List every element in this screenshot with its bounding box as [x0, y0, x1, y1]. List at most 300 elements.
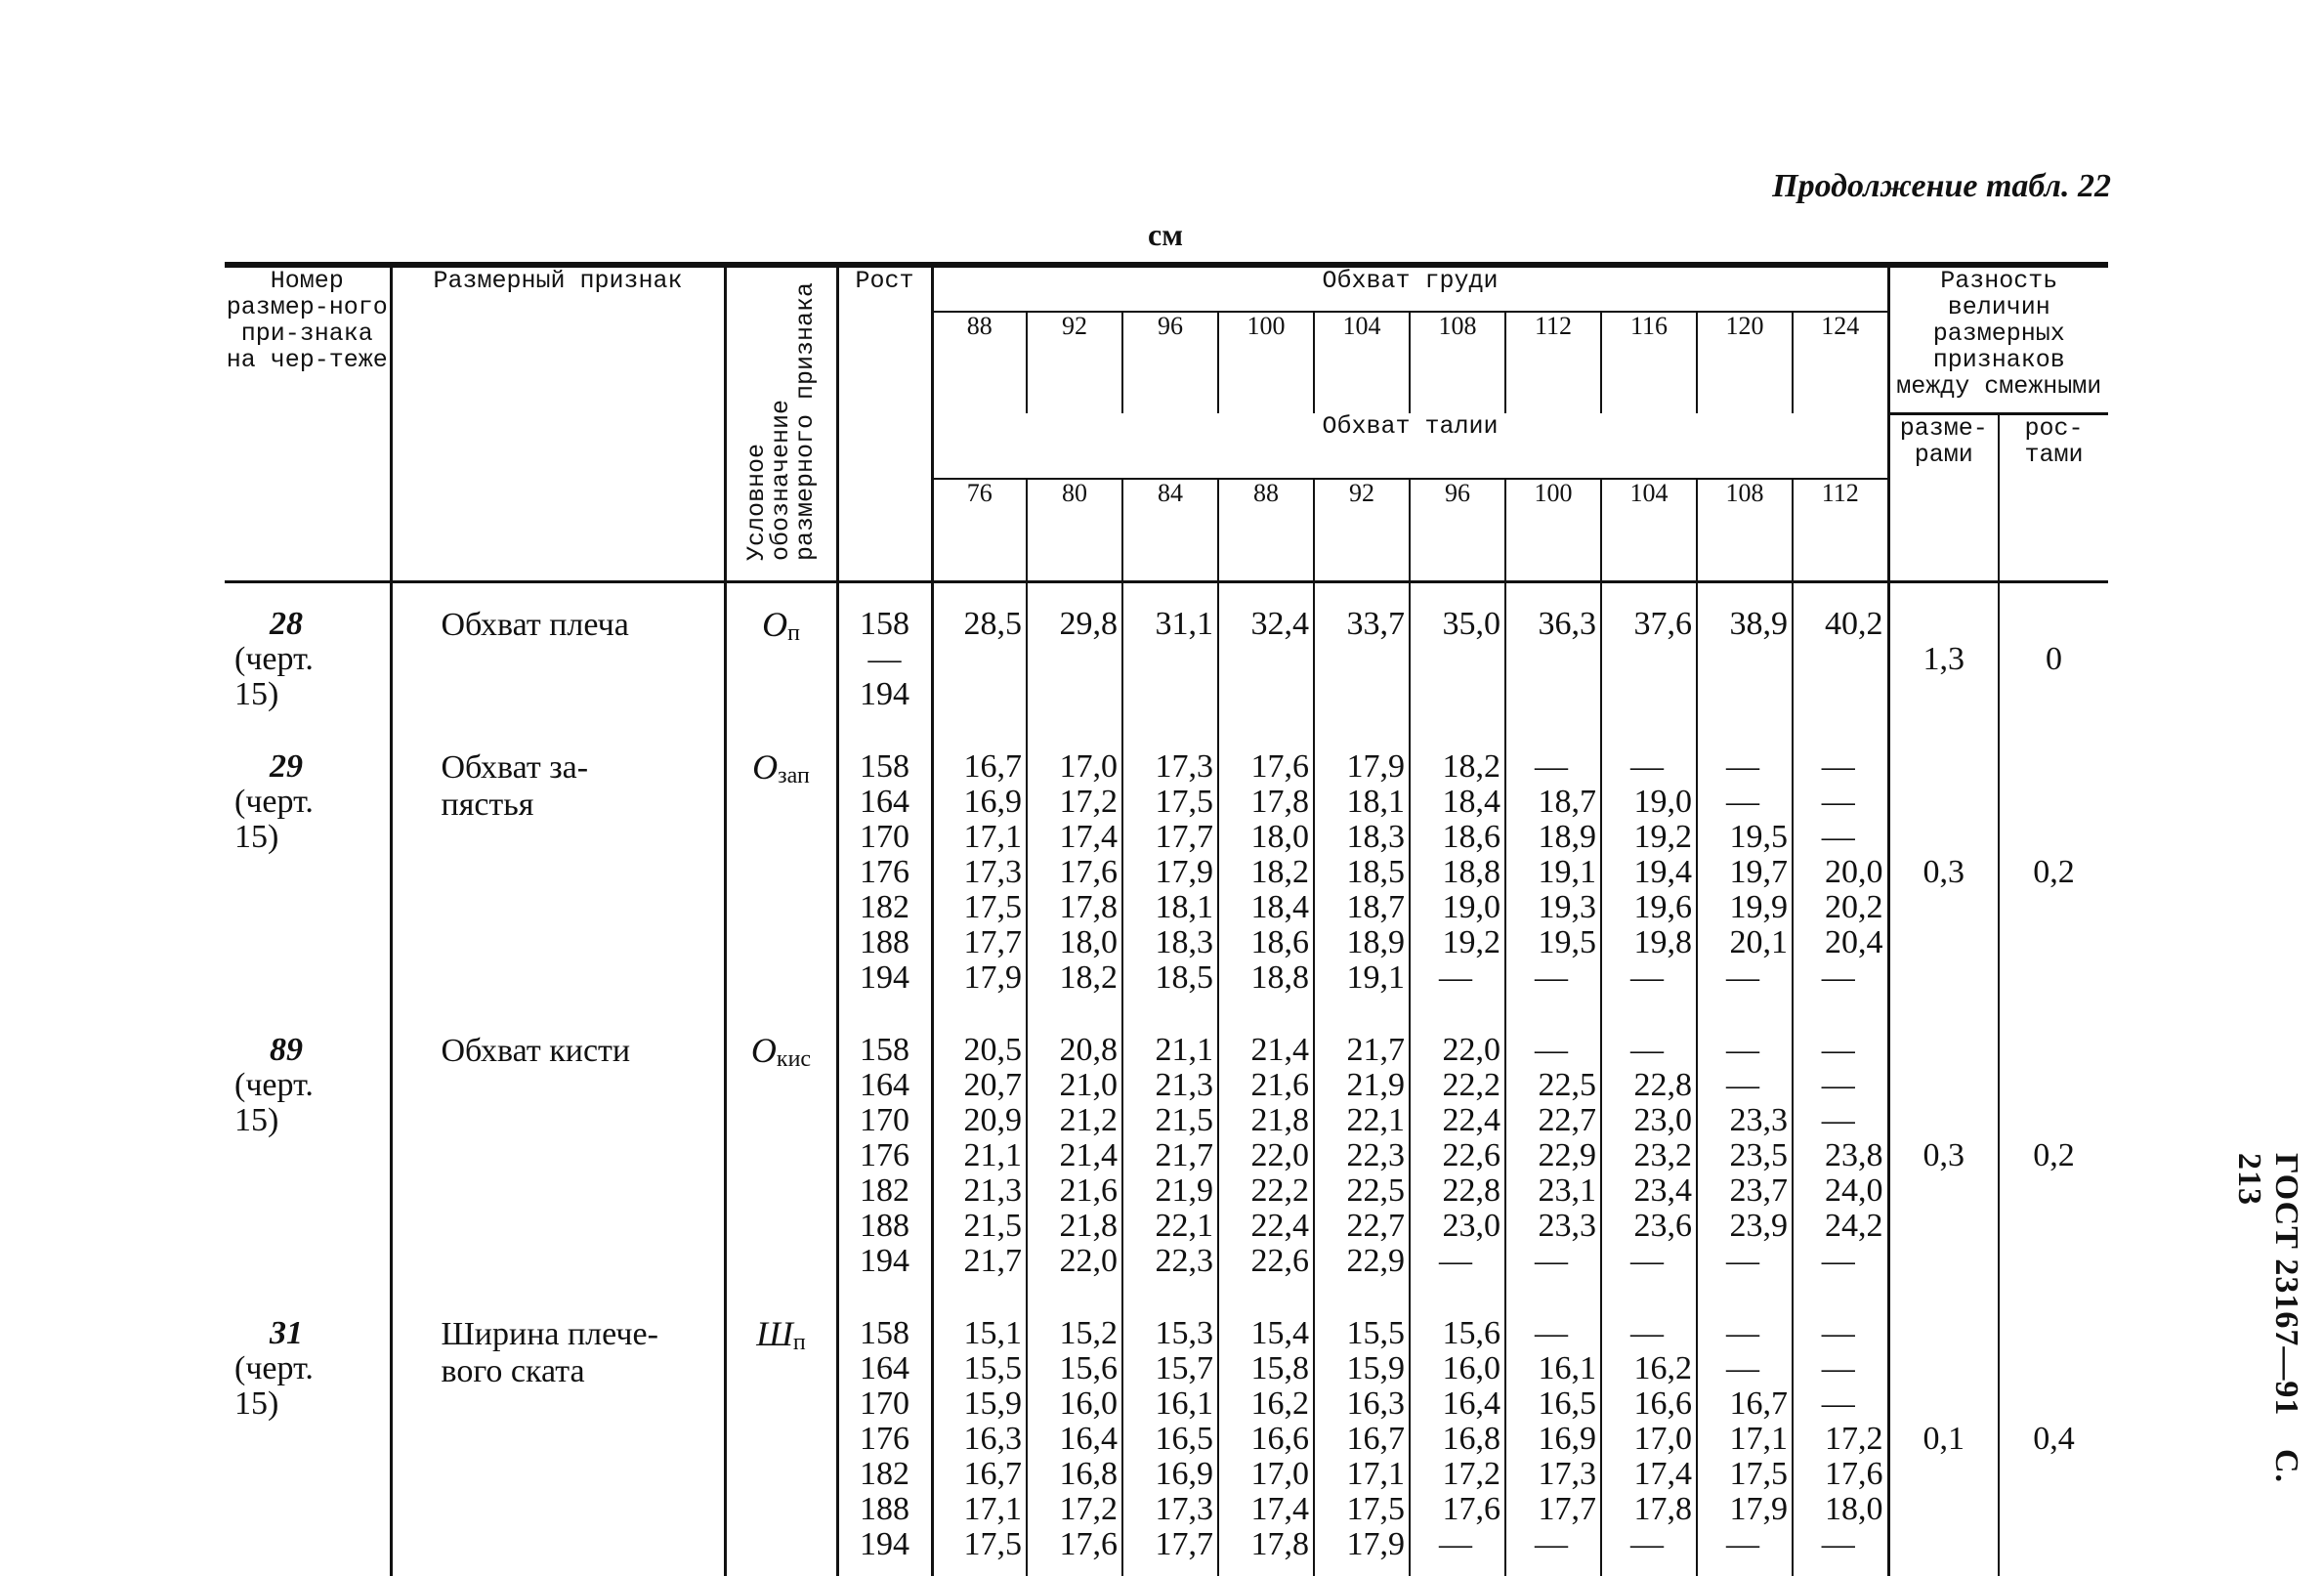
header-feature: Размерный признак: [391, 265, 725, 580]
value-column: [1218, 726, 1314, 1009]
measurement-value: 17,1: [963, 1491, 1022, 1527]
measurement-value: 19,0: [1442, 889, 1500, 925]
chest-header-120: 120: [1697, 312, 1793, 413]
value-column: [932, 1293, 1027, 1576]
value-column: [1027, 726, 1122, 1009]
measurement-value: 22,6: [1442, 1137, 1500, 1173]
measurement-value: 22,1: [1346, 1102, 1405, 1138]
measurement-value: —: [1726, 959, 1759, 996]
feature-name-text: Ширина плече-вого ската: [441, 1316, 658, 1389]
measurement-value: 19,0: [1633, 784, 1692, 820]
measurement-value: 17,9: [963, 959, 1022, 996]
measurement-value: 18,5: [1346, 854, 1405, 890]
measurement-value: 17,7: [1155, 819, 1213, 855]
value-column: [1122, 726, 1218, 1009]
page-number: С. 213: [2231, 1153, 2304, 1483]
measurement-value: 23,0: [1442, 1208, 1500, 1244]
measurement-value: 21,5: [1155, 1102, 1213, 1138]
measurement-value: 21,4: [1059, 1137, 1118, 1173]
measurement-value: 16,0: [1059, 1385, 1118, 1422]
measurement-value: 18,9: [1538, 819, 1596, 855]
measurement-value: 17,3: [1155, 1491, 1213, 1527]
measurement-value: —: [1630, 1243, 1664, 1279]
value-column: [1505, 1293, 1601, 1576]
measurement-value: 23,4: [1633, 1172, 1692, 1209]
measurement-value: 15,5: [963, 1350, 1022, 1386]
measurement-value: 17,5: [1346, 1491, 1405, 1527]
diff-between-heights: [1999, 726, 2108, 1009]
measurement-value: —: [1630, 1526, 1664, 1562]
waist-header-92: 92: [1314, 479, 1410, 580]
feature-symbol: [725, 726, 837, 1009]
measurement-value: 17,7: [963, 924, 1022, 960]
header-chest-label: Обхват груди: [932, 265, 1888, 312]
chest-header-116: 116: [1601, 312, 1697, 413]
feature-symbol: [725, 1009, 837, 1293]
measurement-value: 21,4: [1250, 1032, 1309, 1068]
measurement-value: 22,2: [1442, 1067, 1500, 1103]
measurement-value: 22,5: [1346, 1172, 1405, 1209]
measurement-value: 20,4: [1825, 924, 1883, 960]
measurement-value: 19,5: [1538, 924, 1596, 960]
measurement-value: 21,8: [1250, 1102, 1309, 1138]
feature-symbol: [725, 582, 837, 727]
drawing-reference: (черт. 15): [234, 784, 314, 855]
waist-header-108: 108: [1697, 479, 1793, 580]
height-value: 164: [860, 1350, 909, 1386]
measurement-value: 20,9: [963, 1102, 1022, 1138]
measurement-value: 19,8: [1633, 924, 1692, 960]
measurement-value: 17,5: [963, 1526, 1022, 1562]
height-value: 188: [860, 924, 909, 960]
measurement-value: 17,5: [963, 889, 1022, 925]
measurement-value: 18,7: [1538, 784, 1596, 820]
height-value: 170: [860, 819, 909, 855]
drawing-reference: (черт. 15): [234, 1350, 314, 1422]
diff-between-heights-value: 0: [2046, 641, 2062, 677]
measurement-value: 15,6: [1059, 1350, 1118, 1386]
measurement-value: 17,6: [1825, 1456, 1883, 1492]
measurement-value: 20,5: [963, 1032, 1022, 1068]
value-column: [1314, 726, 1410, 1009]
measurement-value: 19,2: [1442, 924, 1500, 960]
measurement-value: 18,5: [1155, 959, 1213, 996]
value-column: [1697, 726, 1793, 1009]
measurement-value: —: [1535, 748, 1568, 785]
waist-header-84: 84: [1122, 479, 1218, 580]
measurement-value: 19,4: [1633, 854, 1692, 890]
chest-header-96: 96: [1122, 312, 1218, 413]
measurement-value: 15,8: [1250, 1350, 1309, 1386]
measurement-value: —: [1821, 1032, 1855, 1068]
feature-number-value: 28: [270, 606, 303, 642]
measurement-value: 17,5: [1155, 784, 1213, 820]
measurement-value: 17,3: [1538, 1456, 1596, 1492]
measurement-value: 16,1: [1538, 1350, 1596, 1386]
header-height: Рост: [837, 265, 932, 580]
measurement-value: 19,3: [1538, 889, 1596, 925]
measurement-value: 18,4: [1250, 889, 1309, 925]
measurement-value: —: [1439, 959, 1472, 996]
feature-name: [391, 582, 725, 727]
measurement-value: 17,6: [1059, 1526, 1118, 1562]
chest-header-104: 104: [1314, 312, 1410, 413]
value-column: [932, 726, 1027, 1009]
chest-header-100: 100: [1218, 312, 1314, 413]
height-value: 182: [860, 889, 909, 925]
measurement-value: 23,0: [1633, 1102, 1692, 1138]
measurement-value: 20,0: [1825, 854, 1883, 890]
chest-header-112: 112: [1505, 312, 1601, 413]
measurement-value: —: [1821, 819, 1855, 855]
value-column: [1122, 1009, 1218, 1293]
feature-number: [225, 726, 391, 1009]
measurement-value: 35,0: [1442, 606, 1500, 642]
feature-number: [225, 1009, 391, 1293]
feature-number-value: 29: [270, 748, 303, 785]
measurement-value: —: [1821, 784, 1855, 820]
value-column: [1697, 1009, 1793, 1293]
value-column: [932, 1009, 1027, 1293]
measurement-value: 18,0: [1059, 924, 1118, 960]
measurement-value: 22,4: [1250, 1208, 1309, 1244]
measurement-value: —: [1535, 1315, 1568, 1351]
measurement-value: 20,1: [1729, 924, 1788, 960]
table-row: [225, 582, 2108, 727]
measurement-value: —: [1630, 959, 1664, 996]
gost-reference: ГОСТ 23167—91: [2268, 1153, 2304, 1417]
symbol-main: О: [750, 1031, 777, 1070]
symbol-main: О: [762, 605, 788, 644]
measurement-value: 17,8: [1250, 784, 1309, 820]
measurement-value: 22,3: [1155, 1243, 1213, 1279]
measurement-value: 17,5: [1729, 1456, 1788, 1492]
measurement-value: 15,4: [1250, 1315, 1309, 1351]
height-value: 158: [860, 1315, 909, 1351]
diff-between-heights-value: 0,4: [2033, 1421, 2075, 1457]
feature-name-text: Обхват кисти: [441, 1033, 631, 1069]
diff-between-sizes-value: 1,3: [1923, 641, 1965, 677]
feature-number-value: 31: [270, 1315, 303, 1351]
measurement-value: 18,4: [1442, 784, 1500, 820]
measurement-value: 23,7: [1729, 1172, 1788, 1209]
measurement-value: 16,6: [1250, 1421, 1309, 1457]
chest-header-108: 108: [1410, 312, 1505, 413]
measurement-value: 16,1: [1155, 1385, 1213, 1422]
measurement-value: 16,2: [1633, 1350, 1692, 1386]
height-value: 188: [860, 1208, 909, 1244]
measurement-value: 15,1: [963, 1315, 1022, 1351]
measurement-value: 15,9: [1346, 1350, 1405, 1386]
diff-between-sizes: [1888, 1009, 1999, 1293]
value-column: [1793, 1009, 1888, 1293]
measurement-value: —: [1821, 1315, 1855, 1351]
height-value: 164: [860, 784, 909, 820]
value-column: [1697, 1293, 1793, 1576]
measurement-value: 17,8: [1059, 889, 1118, 925]
waist-header-88: 88: [1218, 479, 1314, 580]
measurement-value: 19,9: [1729, 889, 1788, 925]
value-column: [1027, 1009, 1122, 1293]
table-row: [225, 1009, 2108, 1293]
measurement-value: —: [1439, 1526, 1472, 1562]
value-column: [1410, 582, 1505, 727]
value-column: [1218, 1009, 1314, 1293]
value-column: [1218, 1293, 1314, 1576]
measurement-value: 16,8: [1059, 1456, 1118, 1492]
measurement-value: 17,9: [1155, 854, 1213, 890]
measurement-value: 21,1: [963, 1137, 1022, 1173]
measurement-value: 21,2: [1059, 1102, 1118, 1138]
measurement-value: —: [1535, 1526, 1568, 1562]
measurement-value: 32,4: [1250, 606, 1309, 642]
feature-name: [391, 1009, 725, 1293]
measurement-value: 23,9: [1729, 1208, 1788, 1244]
height-value: 158: [860, 1032, 909, 1068]
diff-between-sizes-value: 0,1: [1923, 1421, 1965, 1457]
measurement-value: 21,5: [963, 1208, 1022, 1244]
symbol-sub: п: [787, 620, 800, 646]
value-column: [1793, 1293, 1888, 1576]
waist-header-112: 112: [1793, 479, 1888, 580]
measurement-value: 17,8: [1250, 1526, 1309, 1562]
measurement-value: 33,7: [1346, 606, 1405, 642]
chest-header-124: 124: [1793, 312, 1888, 413]
measurement-value: 31,1: [1155, 606, 1213, 642]
value-column: [932, 582, 1027, 727]
waist-header-100: 100: [1505, 479, 1601, 580]
measurement-value: 16,5: [1155, 1421, 1213, 1457]
measurement-value: —: [1726, 1526, 1759, 1562]
measurement-value: 22,0: [1059, 1243, 1118, 1279]
diff-between-heights: [1999, 582, 2108, 727]
measurement-value: 18,6: [1442, 819, 1500, 855]
measurement-value: 23,1: [1538, 1172, 1596, 1209]
measurement-value: 17,7: [1538, 1491, 1596, 1527]
value-column: [1601, 1009, 1697, 1293]
measurement-value: 20,2: [1825, 889, 1883, 925]
measurement-value: 17,2: [1059, 1491, 1118, 1527]
feature-name-text: Обхват плеча: [441, 607, 629, 643]
measurement-value: —: [1821, 1067, 1855, 1103]
measurement-value: 16,9: [1538, 1421, 1596, 1457]
measurement-value: 17,4: [1250, 1491, 1309, 1527]
measurement-value: 15,6: [1442, 1315, 1500, 1351]
value-column: [1122, 1293, 1218, 1576]
waist-header-104: 104: [1601, 479, 1697, 580]
feature-number: [225, 1293, 391, 1576]
measurement-value: 21,8: [1059, 1208, 1118, 1244]
drawing-reference: (черт. 15): [234, 641, 314, 712]
table-caption: Продолжение табл. 22: [1772, 168, 2111, 204]
height-values: [837, 582, 932, 727]
measurement-value: 16,6: [1633, 1385, 1692, 1422]
measurement-value: 16,3: [963, 1421, 1022, 1457]
measurement-value: 16,4: [1442, 1385, 1500, 1422]
measurement-value: 17,9: [1346, 748, 1405, 785]
measurement-value: 18,3: [1346, 819, 1405, 855]
waist-header-96: 96: [1410, 479, 1505, 580]
measurement-value: 21,0: [1059, 1067, 1118, 1103]
symbol-main: О: [752, 747, 779, 787]
measurement-value: —: [1535, 1032, 1568, 1068]
value-column: [1027, 582, 1122, 727]
measurement-value: 40,2: [1825, 606, 1883, 642]
symbol-sub: зап: [778, 763, 810, 788]
measurement-value: —: [1726, 1315, 1759, 1351]
diff-between-sizes: [1888, 1293, 1999, 1576]
measurement-value: —: [1726, 1243, 1759, 1279]
measurement-value: 21,9: [1155, 1172, 1213, 1209]
header-symbol-text: Условное обозначение размерного признака: [742, 281, 820, 561]
value-column: [1122, 582, 1218, 727]
measurement-value: 22,9: [1538, 1137, 1596, 1173]
height-values: [837, 1293, 932, 1576]
measurement-value: —: [1726, 1032, 1759, 1068]
value-column: [1410, 1009, 1505, 1293]
waist-header-76: 76: [932, 479, 1027, 580]
height-value: 194: [860, 959, 909, 996]
feature-symbol: [725, 1293, 837, 1576]
height-value: 176: [860, 1421, 909, 1457]
header-diff: Разность величин размерных признаков между смежными: [1888, 265, 2108, 413]
measurement-value: 21,3: [963, 1172, 1022, 1209]
height-value: 182: [860, 1172, 909, 1209]
symbol-main: Ш: [756, 1314, 793, 1353]
measurement-value: 18,2: [1250, 854, 1309, 890]
measurement-value: 22,5: [1538, 1067, 1596, 1103]
measurement-value: —: [1821, 959, 1855, 996]
diff-between-sizes-value: 0,3: [1923, 1137, 1965, 1173]
measurement-value: 24,0: [1825, 1172, 1883, 1209]
measurement-value: —: [1439, 1243, 1472, 1279]
measurement-value: 16,8: [1442, 1421, 1500, 1457]
header-waist-label: Обхват талии: [932, 413, 1888, 479]
measurement-value: 18,0: [1250, 819, 1309, 855]
measurement-value: 21,6: [1250, 1067, 1309, 1103]
measurement-value: 16,7: [963, 748, 1022, 785]
measurement-value: 17,3: [963, 854, 1022, 890]
measurement-value: 19,1: [1538, 854, 1596, 890]
header-number: Номер размер-ного при-знака на чер-теже: [225, 265, 391, 580]
diff-between-sizes-value: 0,3: [1923, 854, 1965, 890]
diff-between-sizes: [1888, 726, 1999, 1009]
height-value: 164: [860, 1067, 909, 1103]
measurement-value: 18,7: [1346, 889, 1405, 925]
height-value: 176: [860, 854, 909, 890]
measurement-value: 18,9: [1346, 924, 1405, 960]
measurement-value: 21,7: [1155, 1137, 1213, 1173]
height-values: [837, 1009, 932, 1293]
symbol-sub: п: [792, 1330, 806, 1355]
measurement-value: 17,2: [1825, 1421, 1883, 1457]
measurement-value: 15,2: [1059, 1315, 1118, 1351]
feature-name-text: Обхват за-пястья: [441, 749, 589, 823]
measurement-value: 22,6: [1250, 1243, 1309, 1279]
measurement-value: 24,2: [1825, 1208, 1883, 1244]
measurement-value: —: [1821, 1243, 1855, 1279]
measurement-value: 19,1: [1346, 959, 1405, 996]
measurement-value: 22,8: [1442, 1172, 1500, 1209]
height-value: 194: [860, 1526, 909, 1562]
value-column: [1027, 1293, 1122, 1576]
value-column: [1601, 582, 1697, 727]
measurement-value: 17,8: [1633, 1491, 1692, 1527]
measurement-value: —: [1630, 1032, 1664, 1068]
value-column: [1314, 1009, 1410, 1293]
value-column: [1218, 582, 1314, 727]
measurement-value: 15,9: [963, 1385, 1022, 1422]
measurement-value: 17,4: [1059, 819, 1118, 855]
value-column: [1505, 1009, 1601, 1293]
value-column: [1601, 1293, 1697, 1576]
measurement-value: 37,6: [1633, 606, 1692, 642]
measurement-value: 23,6: [1633, 1208, 1692, 1244]
measurement-value: 18,2: [1059, 959, 1118, 996]
measurement-value: 21,7: [1346, 1032, 1405, 1068]
measurement-value: 17,2: [1059, 784, 1118, 820]
measurement-value: —: [1535, 959, 1568, 996]
diff-between-heights-value: 0,2: [2033, 854, 2075, 890]
measurement-value: 18,8: [1250, 959, 1309, 996]
measurement-value: —: [1726, 748, 1759, 785]
measurement-value: 19,5: [1729, 819, 1788, 855]
measurement-value: 15,5: [1346, 1315, 1405, 1351]
measurement-value: 19,2: [1633, 819, 1692, 855]
measurement-value: 17,6: [1059, 854, 1118, 890]
value-column: [1697, 582, 1793, 727]
height-value: 170: [860, 1385, 909, 1422]
measurement-value: 23,3: [1729, 1102, 1788, 1138]
height-value: 194: [860, 1243, 909, 1279]
measurement-value: —: [1630, 1315, 1664, 1351]
diff-between-sizes: [1888, 582, 1999, 727]
height-values: [837, 726, 932, 1009]
measurement-value: 22,0: [1250, 1137, 1309, 1173]
measurement-value: 16,7: [1346, 1421, 1405, 1457]
side-reference: [2230, 1153, 2304, 1567]
value-column: [1314, 582, 1410, 727]
measurement-value: 22,9: [1346, 1243, 1405, 1279]
size-table: [225, 262, 2108, 1576]
measurement-value: 17,4: [1633, 1456, 1692, 1492]
value-column: [1410, 1293, 1505, 1576]
header-diff-heights: рос-тами: [1999, 413, 2108, 580]
diff-between-heights-value: 0,2: [2033, 1137, 2075, 1173]
measurement-value: 29,8: [1059, 606, 1118, 642]
measurement-value: 19,6: [1633, 889, 1692, 925]
measurement-value: 22,1: [1155, 1208, 1213, 1244]
measurement-value: 16,2: [1250, 1385, 1309, 1422]
value-column: [1793, 582, 1888, 727]
measurement-value: 17,9: [1729, 1491, 1788, 1527]
measurement-value: 16,9: [963, 784, 1022, 820]
measurement-value: 16,5: [1538, 1385, 1596, 1422]
diff-between-heights: [1999, 1009, 2108, 1293]
table-row: [225, 726, 2108, 1009]
measurement-value: 15,3: [1155, 1315, 1213, 1351]
measurement-value: 38,9: [1729, 606, 1788, 642]
measurement-value: 16,9: [1155, 1456, 1213, 1492]
measurement-value: 17,6: [1442, 1491, 1500, 1527]
measurement-value: 18,0: [1825, 1491, 1883, 1527]
measurement-value: 36,3: [1538, 606, 1596, 642]
feature-name: [391, 726, 725, 1009]
value-column: [1793, 726, 1888, 1009]
value-column: [1410, 726, 1505, 1009]
height-value: 188: [860, 1491, 909, 1527]
value-column: [1314, 1293, 1410, 1576]
